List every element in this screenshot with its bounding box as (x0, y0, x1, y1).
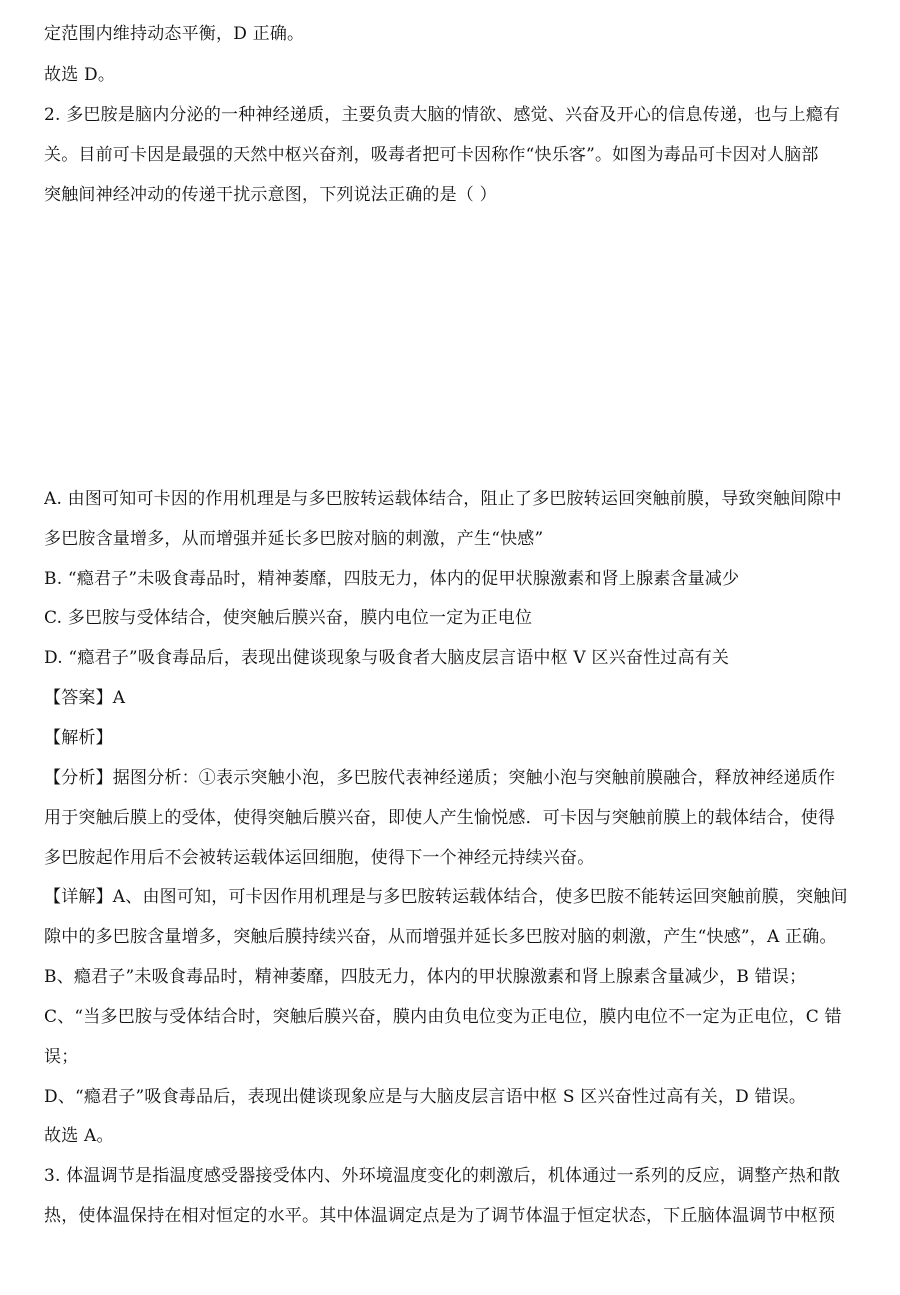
option-b: B. “瘾君子”未吸食毒品时，精神萎靡，四肢无力，体内的促甲状腺激素和肾上腺素含量减少 (44, 569, 740, 589)
detail-text: 【详解】A、由图可知，可卡因作用机理是与多巴胺转运载体结合，使多巴胺不能转运回突触前膜，突触间 (44, 887, 848, 907)
question-2-stem: 关。目前可卡因是最强的天然中枢兴奋剂，吸毒者把可卡因称作“快乐客”。如图为毒品可卡因对人脑部 (44, 145, 819, 165)
option-c: C. 多巴胺与受体结合，使突触后膜兴奋，膜内电位一定为正电位 (44, 608, 533, 628)
text-line: 定范围内维持动态平衡，D 正确。 (44, 24, 305, 44)
detail-text: B、瘾君子”未吸食毒品时，精神萎靡，四肢无力，体内的甲状腺激素和肾上腺素含量减少，B 错误； (44, 967, 807, 987)
analysis-label: 【解析】 (44, 728, 113, 748)
question-3-stem: 3. 体温调节是指温度感受器接受体内、外环境温度变化的刺激后，机体通过一系列的反应，调整产热和散 (44, 1166, 841, 1186)
analysis-text: 【分析】据图分析：①表示突触小泡，多巴胺代表神经递质；突触小泡与突触前膜融合，释放神经递质作 (44, 768, 836, 788)
option-a: 多巴胺含量增多，从而增强并延长多巴胺对脑的刺激，产生“快感” (44, 529, 544, 549)
detail-text: D、“瘾君子”吸食毒品后，表现出健谈现象应是与大脑皮层言语中枢 S 区兴奋性过高有关，D 错误。 (44, 1087, 807, 1107)
detail-text: 误； (44, 1047, 79, 1067)
answer-label: 【答案】A (44, 688, 126, 708)
analysis-text: 用于突触后膜上的受体，使得突触后膜兴奋，即使人产生愉悦感．可卡因与突触前膜上的载体结合，使得 (44, 808, 836, 828)
figure-placeholder (44, 212, 870, 474)
final-answer: 故选 A。 (44, 1126, 114, 1146)
option-d: D. “瘾君子”吸食毒品后，表现出健谈现象与吸食者大脑皮层言语中枢 V 区兴奋性过高有关 (44, 648, 730, 668)
question-3-stem: 热，使体温保持在相对恒定的水平。其中体温调定点是为了调节体温于恒定状态，下丘脑体温调节中枢预 (44, 1206, 836, 1226)
analysis-text: 多巴胺起作用后不会被转运载体运回细胞，使得下一个神经元持续兴奋。 (44, 848, 595, 868)
option-a: A. 由图可知可卡因的作用机理是与多巴胺转运载体结合，阻止了多巴胺转运回突触前膜，导致突触间隙中 (44, 489, 842, 509)
detail-text: 隙中的多巴胺含量增多，突触后膜持续兴奋，从而增强并延长多巴胺对脑的刺激，产生“快感”，A 正确。 (44, 927, 837, 947)
question-2-stem: 2. 多巴胺是脑内分泌的一种神经递质，主要负责大脑的情欲、感觉、兴奋及开心的信息传递，也与上瘾有 (44, 105, 841, 125)
text-line: 故选 D。 (44, 65, 116, 85)
detail-text: C、“当多巴胺与受体结合时，突触后膜兴奋，膜内由负电位变为正电位，膜内电位不一定为正电位，C 错 (44, 1007, 842, 1027)
question-2-stem: 突触间神经冲动的传递干扰示意图，下列说法正确的是（ ） (44, 185, 497, 205)
